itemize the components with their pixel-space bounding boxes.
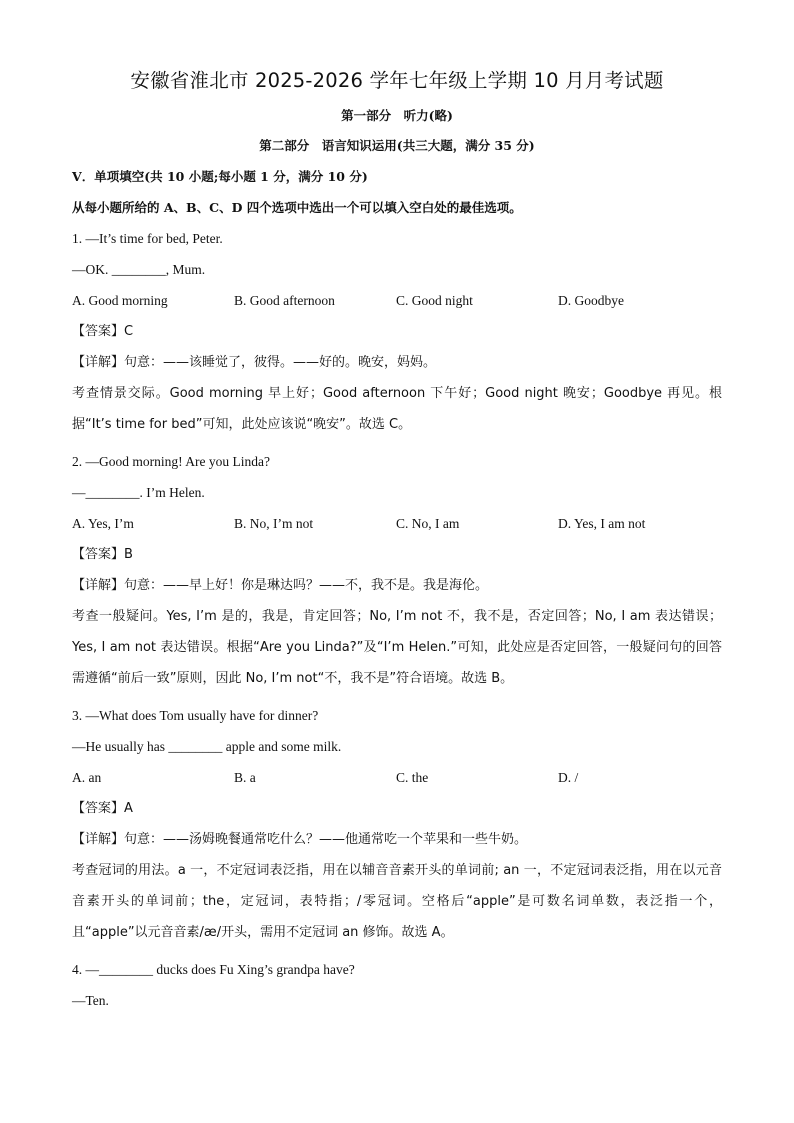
options-row: [72, 769, 722, 787]
part-one-heading: 第一部分 听力(略): [341, 108, 453, 123]
question-stem: 2. —Good morning! Are you Linda?: [72, 454, 270, 469]
detail-explanation: 考查冠词的用法。a 一，不定冠词表泛指，用在以辅音音素开头的单词前; an 一，不定冠词表泛指，用在以元音音素开头的单词前；the，定冠词，表特指；/零冠词。空格后“apple”是可数名词单数，表泛指一个，且“apple”以元音音素/æ/开头，需用不定冠词 an 修饰。故选 A。: [72, 863, 722, 940]
question-stem: 4. —________ ducks does Fu Xing’s grandpa have?: [72, 962, 355, 977]
options-row: [72, 292, 722, 310]
option-a: A. Yes, I’m: [72, 516, 134, 531]
question-stem: 3. —What does Tom usually have for dinner?: [72, 708, 319, 723]
option-d: D. /: [558, 770, 579, 785]
detail-translation: 【详解】句意：——汤姆晚餐通常吃什么？——他通常吃一个苹果和一些牛奶。: [72, 832, 528, 847]
question-3: [72, 707, 722, 948]
detail-translation: 【详解】句意：——该睡觉了，彼得。——好的。晚安，妈妈。: [72, 355, 437, 370]
detail-translation: 【详解】句意：——早上好！你是琳达吗？——不，我不是。我是海伦。: [72, 578, 489, 593]
question-1: [72, 230, 722, 440]
question-stem: 1. —It’s time for bed, Peter.: [72, 231, 223, 246]
answer-line: 【答案】C: [72, 324, 134, 339]
question-stem-reply: —________. I’m Helen.: [72, 485, 205, 500]
option-b: B. a: [234, 770, 256, 785]
option-c: C. the: [396, 770, 429, 785]
answer-line: 【答案】A: [72, 801, 133, 816]
part-two-heading: 第二部分 语言知识运用(共三大题，满分 35 分): [259, 138, 535, 153]
question-2: [72, 453, 722, 694]
option-d: D. Yes, I am not: [558, 516, 646, 531]
question-stem-reply: —He usually has ________ apple and some milk.: [72, 739, 342, 754]
exam-page: [72, 66, 722, 1010]
question-4: [72, 961, 722, 1010]
section-heading: V．单项填空(共 10 小题;每小题 1 分，满分 10 分): [72, 169, 368, 184]
question-stem-reply: —Ten.: [72, 993, 109, 1008]
instruction-text: 从每小题所给的 A、B、C、D 四个选项中选出一个可以填入空白处的最佳选项。: [72, 200, 522, 215]
options-row: [72, 515, 722, 533]
answer-line: 【答案】B: [72, 547, 133, 562]
detail-explanation: 考查一般疑问。Yes, I’m 是的，我是，肯定回答；No, I’m not 不，我不是，否定回答；No, I am 表达错误；Yes, I am not 表达错误。根据“Are you Linda?”及“I’m Helen.”可知，此处应是否定回答，一般疑问句的回答需遵循“前后一致”原则，因此 No, I’m not“不，我不是”符合语境。故选 B。: [72, 609, 722, 686]
option-b: B. No, I’m not: [234, 516, 314, 531]
option-d: D. Goodbye: [558, 293, 624, 308]
page-title: 安徽省淮北市 2025-2026 学年七年级上学期 10 月月考试题: [130, 69, 664, 92]
detail-explanation: 考查情景交际。Good morning 早上好；Good afternoon 下午好；Good night 晚安；Goodbye 再见。根据“It’s time for bed”可知，此处应该说“晚安”。故选 C。: [72, 386, 722, 432]
option-b: B. Good afternoon: [234, 293, 335, 308]
option-a: A. an: [72, 770, 102, 785]
option-a: A. Good morning: [72, 293, 168, 308]
option-c: C. Good night: [396, 293, 473, 308]
question-stem-reply: —OK. ________, Mum.: [72, 262, 206, 277]
option-c: C. No, I am: [396, 516, 460, 531]
